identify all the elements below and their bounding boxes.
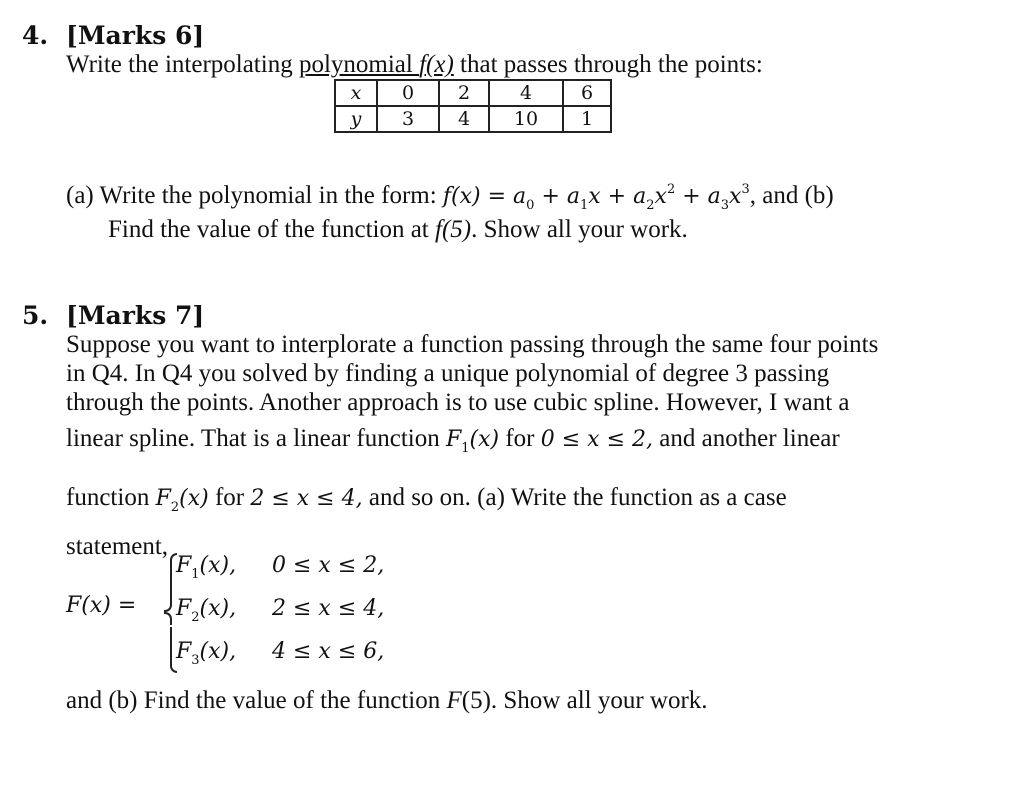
- q5-line-6: statement,: [66, 533, 169, 560]
- q5-range-1: 0 ≤ x ≤ 2,: [540, 427, 653, 452]
- q4-part-a-prefix: (a) Write the polynomial in the form:: [66, 182, 443, 209]
- x-value-1: 2: [439, 80, 489, 106]
- q4-prompt: [66, 50, 1012, 79]
- piecewise-lhs: F(x) =: [66, 593, 137, 618]
- question-5: [22, 302, 1012, 561]
- case-2-range: 2 ≤ x ≤ 4,: [272, 596, 385, 621]
- q4-part-b-prefix: Find the value of the function at: [108, 216, 436, 243]
- q4-prompt-prefix: Write the interpolating: [66, 51, 299, 78]
- q5-final-F: F: [446, 687, 462, 714]
- q4-polynomial-form: $f(x) = a_0 + a_1x + a_2x^2 + a_3x^3$: [442, 182, 750, 213]
- case-3: $F_3(x)$, 4 ≤ x ≤ 6,: [176, 639, 385, 668]
- case-1: $F_1(x)$, 0 ≤ x ≤ 2,: [176, 553, 385, 582]
- q5-line-3: through the points. Another approach is to use cubic spline. However, I want a: [66, 389, 850, 416]
- q4-prompt-poly: polynomial: [298, 51, 420, 78]
- q4-part-b-f5: f(5): [435, 216, 472, 243]
- table-row-y: [335, 106, 611, 132]
- piecewise-function: [66, 549, 566, 677]
- q5-line-4: linear spline. That is a linear function $F_1(x)$ for 0 ≤ x ≤ 2, and another linear: [66, 425, 840, 456]
- y-value-1: 4: [439, 106, 489, 132]
- q5-line-1: Suppose you want to interplorate a function passing through the same four points: [66, 331, 879, 358]
- q5-F1: $F_1(x)$: [445, 427, 500, 456]
- q5-number: 5.: [22, 301, 49, 330]
- x-value-2: 4: [489, 80, 563, 106]
- case-2: $F_2(x)$, 2 ≤ x ≤ 4,: [176, 596, 385, 625]
- y-label: y: [335, 106, 377, 132]
- case-3-range: 4 ≤ x ≤ 6,: [272, 639, 385, 664]
- case-1-range: 0 ≤ x ≤ 2,: [272, 553, 385, 578]
- q5-header: [22, 302, 1012, 330]
- q5-marks: [Marks 7]: [66, 301, 205, 330]
- q5-F2: $F_2(x)$: [155, 486, 209, 515]
- q5-line-2: in Q4. In Q4 you solved by finding a unique polynomial of degree 3 passing: [66, 360, 830, 387]
- q4-part-b: [108, 215, 688, 245]
- points-table: [334, 79, 612, 133]
- x-label: x: [335, 80, 377, 106]
- q4-number: 4.: [22, 21, 49, 50]
- x-value-0: 0: [377, 80, 439, 106]
- q4-marks: [Marks 6]: [66, 21, 205, 50]
- q4-part-b-suffix: . Show all your work.: [471, 216, 688, 243]
- q4-part-a-suffix: , and (b): [749, 182, 834, 209]
- q5-line-5: function $F_2(x)$ for 2 ≤ x ≤ 4, and so on. (a) Write the function as a case: [66, 484, 787, 515]
- q5-final-arg: (5): [461, 687, 491, 714]
- y-value-2: 10: [489, 106, 563, 132]
- x-value-3: 6: [563, 80, 611, 106]
- table-row-x: [335, 80, 611, 106]
- y-value-3: 1: [563, 106, 611, 132]
- q4-prompt-fx: f(x): [419, 51, 454, 78]
- y-value-0: 3: [377, 106, 439, 132]
- q5-final: and (b) Find the value of the function F(5). Show all your work.: [66, 687, 708, 714]
- brace-middle: [164, 599, 172, 625]
- q4-header: [22, 22, 1012, 50]
- question-4: [22, 22, 1012, 79]
- q4-prompt-suffix: that passes through the points:: [453, 51, 763, 78]
- q5-range-2: 2 ≤ x ≤ 4,: [250, 486, 363, 511]
